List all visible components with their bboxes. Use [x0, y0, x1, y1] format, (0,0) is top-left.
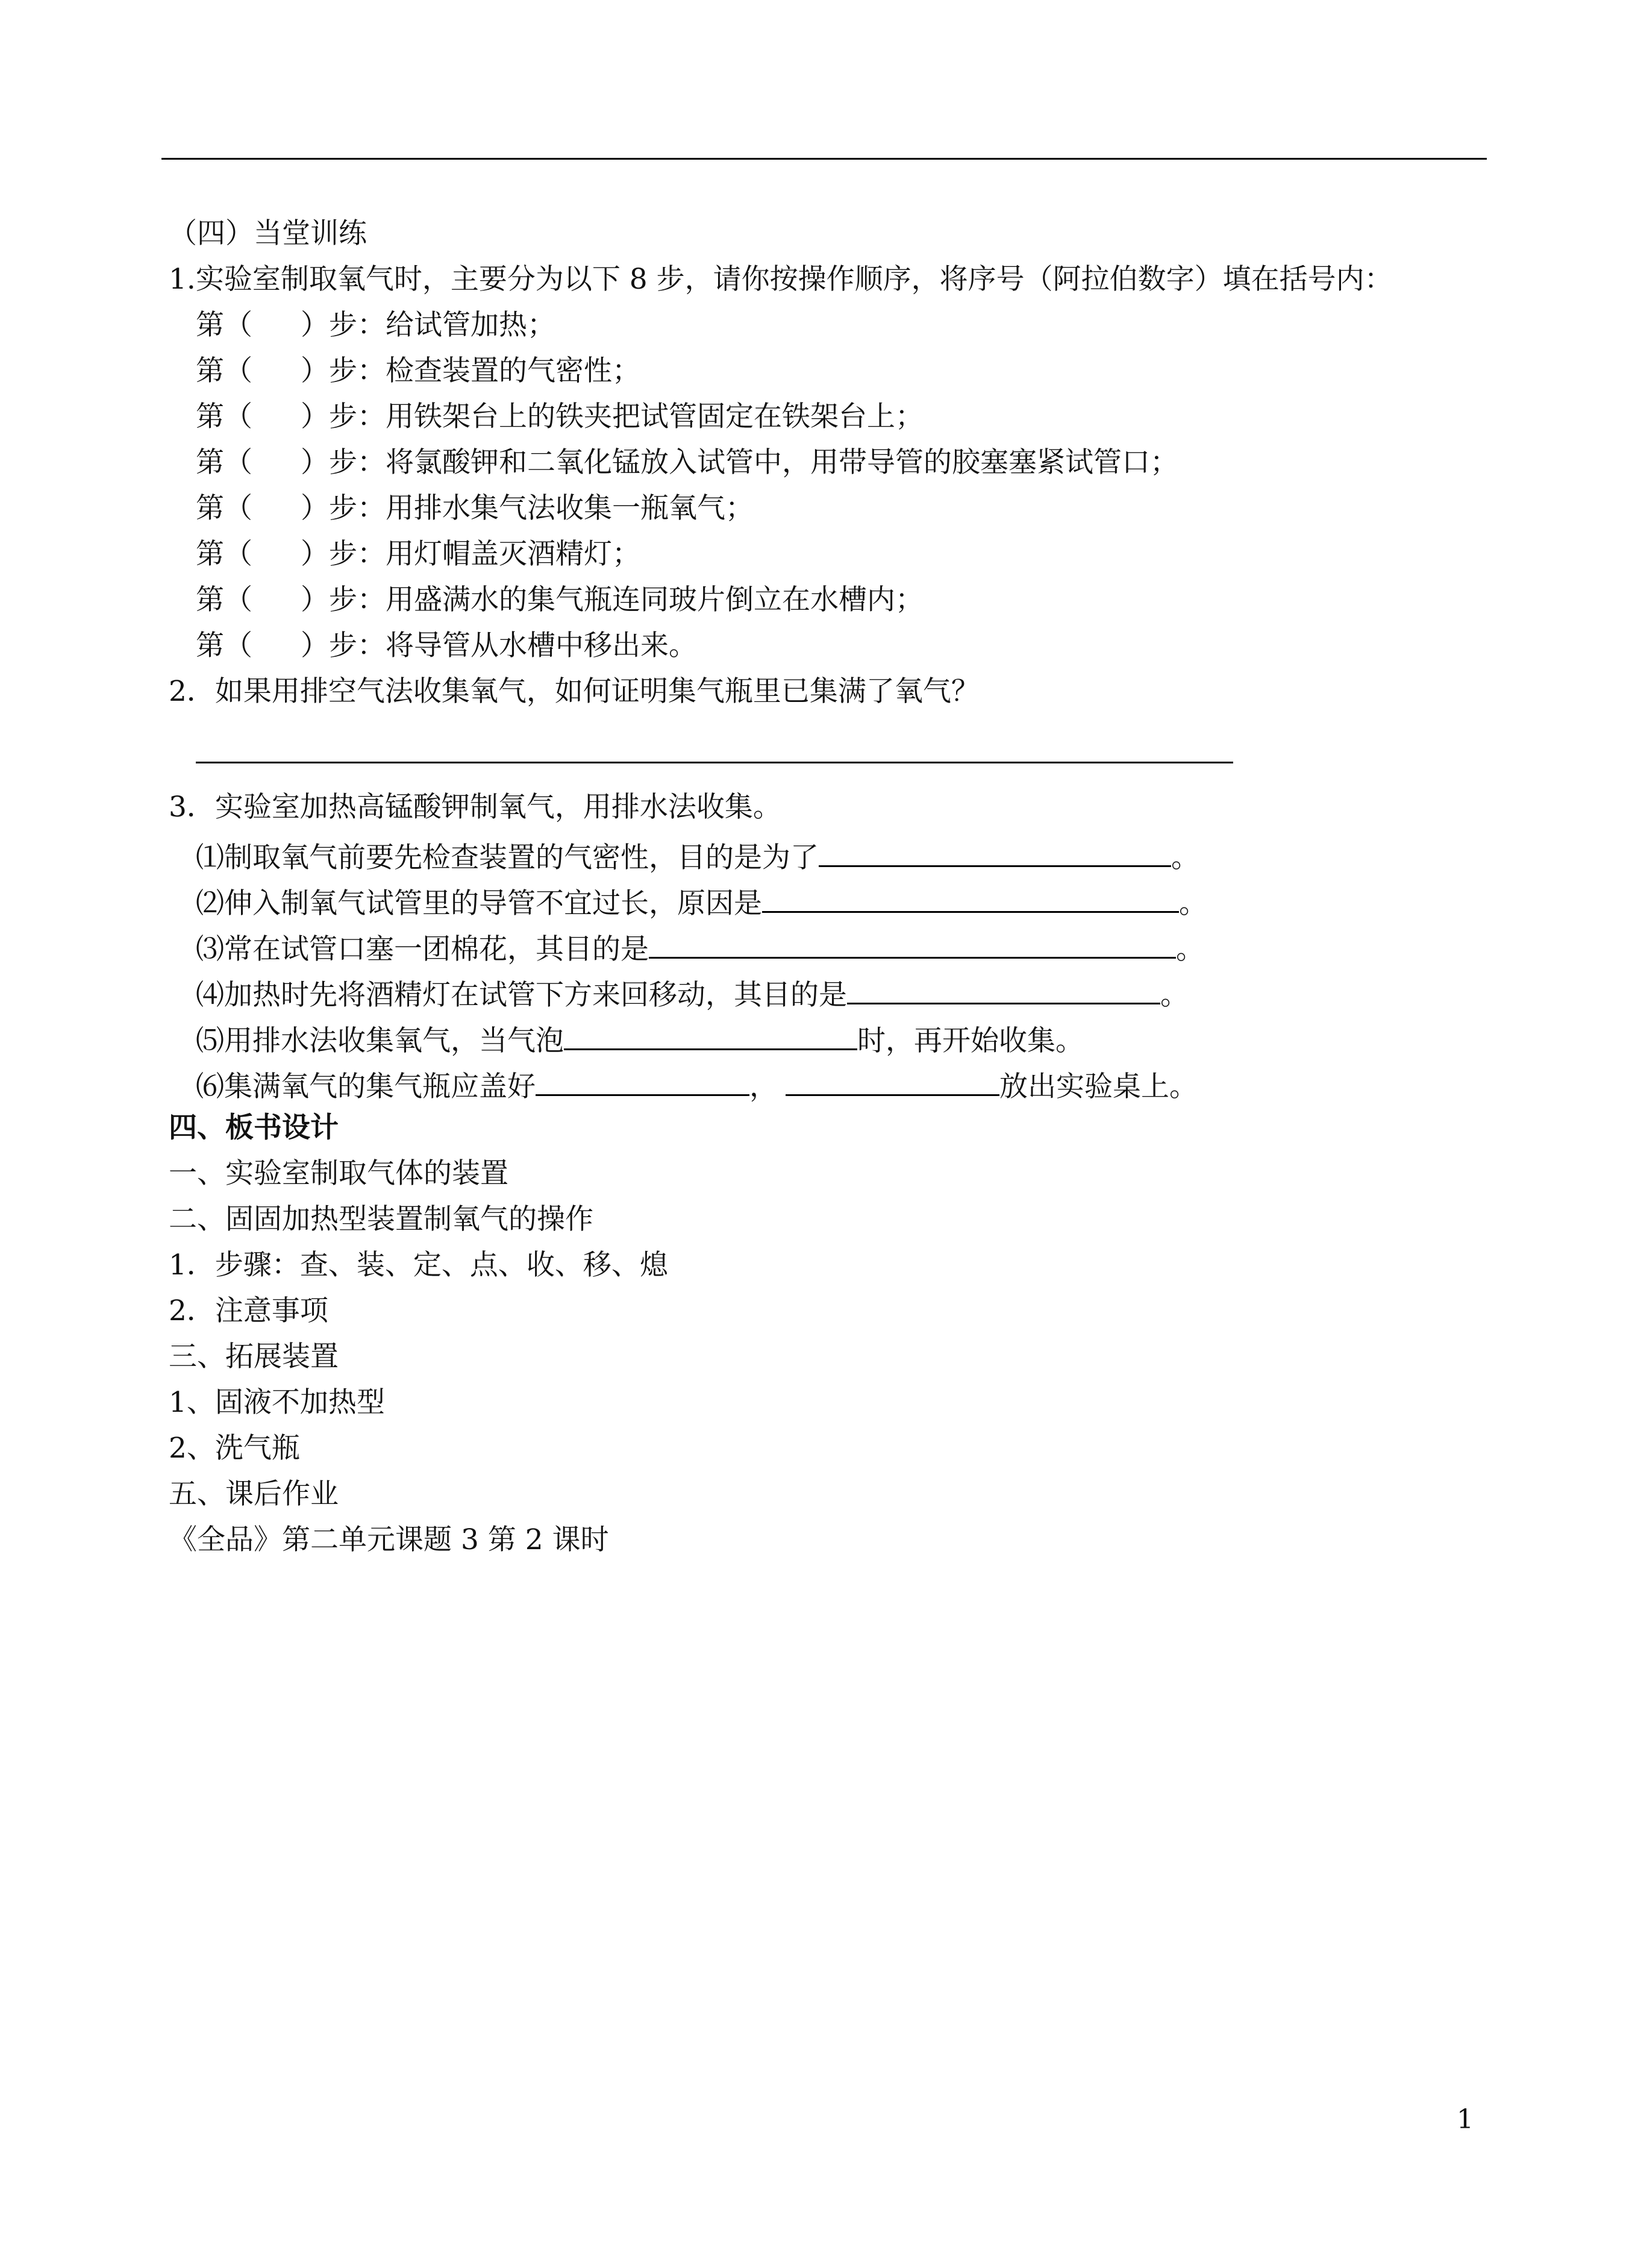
- step-line: [196, 445, 1178, 481]
- step-prefix: 第（: [196, 629, 252, 662]
- question-3-item: [196, 1018, 1084, 1059]
- item-text-after: 。: [1160, 979, 1189, 1012]
- answer-blank[interactable]: [819, 835, 1171, 867]
- answer-blank[interactable]: [762, 881, 1179, 913]
- board-line: 2、洗气瓶: [169, 1432, 300, 1465]
- item-text-after: 时，再开始收集。: [857, 1024, 1084, 1057]
- item-text: ⑶常在试管口塞一团棉花，其目的是: [196, 933, 649, 966]
- item-text: ⑸用排水法收集氧气，当气泡: [196, 1024, 564, 1057]
- step-text: 给试管加热；: [386, 309, 555, 342]
- header-rule: [161, 158, 1487, 160]
- board-heading: 四、板书设计: [169, 1111, 339, 1144]
- step-text: 用排水集气法收集一瓶氧气；: [386, 492, 754, 525]
- section-title: （四）当堂训练: [169, 217, 367, 250]
- question-3-item: [196, 1064, 1198, 1105]
- step-middle: ）步：: [301, 309, 386, 342]
- step-text: 用灯帽盖灭酒精灯；: [386, 537, 640, 571]
- question-3-item: [196, 835, 1199, 876]
- answer-blank[interactable]: [847, 973, 1160, 1004]
- step-text: 将导管从水槽中移出来。: [386, 629, 697, 662]
- answer-blank[interactable]: [786, 1064, 999, 1096]
- question-3-prompt: 3．实验室加热高锰酸钾制氧气，用排水法收集。: [169, 791, 781, 824]
- step-text: 用铁架台上的铁夹把试管固定在铁架台上；: [386, 400, 924, 433]
- board-line: 三、拓展装置: [169, 1340, 339, 1373]
- step-line: [196, 490, 754, 527]
- step-line: [196, 628, 697, 664]
- item-text-after: 。: [1176, 933, 1204, 966]
- step-middle: ）步：: [301, 537, 386, 571]
- step-prefix: 第（: [196, 537, 252, 571]
- step-prefix: 第（: [196, 583, 252, 616]
- step-middle: ）步：: [301, 446, 386, 479]
- step-middle: ）步：: [301, 492, 386, 525]
- step-line: [196, 582, 924, 618]
- question-3-item: [196, 881, 1207, 922]
- board-line: 1．步骤：查、装、定、点、收、移、熄: [169, 1248, 668, 1282]
- board-line: 2．注意事项: [169, 1294, 328, 1327]
- question-2-answer-line[interactable]: [196, 762, 1233, 763]
- item-text: ⑷加热时先将酒精灯在试管下方来回移动，其目的是: [196, 979, 847, 1012]
- item-text-after: 。: [1171, 841, 1199, 874]
- step-prefix: 第（: [196, 492, 252, 525]
- board-line: 五、课后作业: [169, 1477, 339, 1511]
- step-text: 将氯酸钾和二氧化锰放入试管中，用带导管的胶塞塞紧试管口；: [386, 446, 1178, 479]
- item-text-after: 放出实验桌上。: [999, 1070, 1198, 1103]
- question-2-prompt: 2．如果用排空气法收集氧气，如何证明集气瓶里已集满了氧气？: [169, 675, 980, 708]
- item-text: ⑴制取氧气前要先检查装置的气密性，目的是为了: [196, 841, 819, 874]
- item-text-after: 。: [1179, 887, 1207, 920]
- answer-blank[interactable]: [564, 1018, 857, 1050]
- board-line: 1、固液不加热型: [169, 1386, 385, 1419]
- step-text: 用盛满水的集气瓶连同玻片倒立在水槽内；: [386, 583, 924, 616]
- step-text: 检查装置的气密性；: [386, 354, 640, 387]
- step-line: [196, 536, 640, 572]
- step-line: [196, 399, 924, 435]
- answer-blank[interactable]: [536, 1064, 749, 1096]
- question-3-item: [196, 927, 1204, 968]
- step-prefix: 第（: [196, 446, 252, 479]
- answer-blank[interactable]: [649, 927, 1176, 959]
- board-line: 二、固固加热型装置制氧气的操作: [169, 1203, 593, 1236]
- item-comma: ，: [749, 1070, 778, 1103]
- board-line: 一、实验室制取气体的装置: [169, 1157, 508, 1190]
- step-prefix: 第（: [196, 309, 252, 342]
- item-text: ⑵伸入制氧气试管里的导管不宜过长，原因是: [196, 887, 762, 920]
- step-line: [196, 353, 640, 389]
- page-number: 1: [1457, 2104, 1474, 2135]
- step-prefix: 第（: [196, 400, 252, 433]
- board-line: 《全品》第二单元课题 3 第 2 课时: [169, 1523, 609, 1556]
- step-middle: ）步：: [301, 629, 386, 662]
- question-3-item: [196, 973, 1189, 1013]
- item-text: ⑹集满氧气的集气瓶应盖好: [196, 1070, 536, 1103]
- question-1-prompt: 1.实验室制取氧气时，主要分为以下 8 步，请你按操作顺序，将序号（阿拉伯数字）填在括号内：: [169, 263, 1393, 296]
- step-middle: ）步：: [301, 400, 386, 433]
- step-line: [196, 307, 555, 343]
- step-middle: ）步：: [301, 583, 386, 616]
- step-middle: ）步：: [301, 354, 386, 387]
- step-prefix: 第（: [196, 354, 252, 387]
